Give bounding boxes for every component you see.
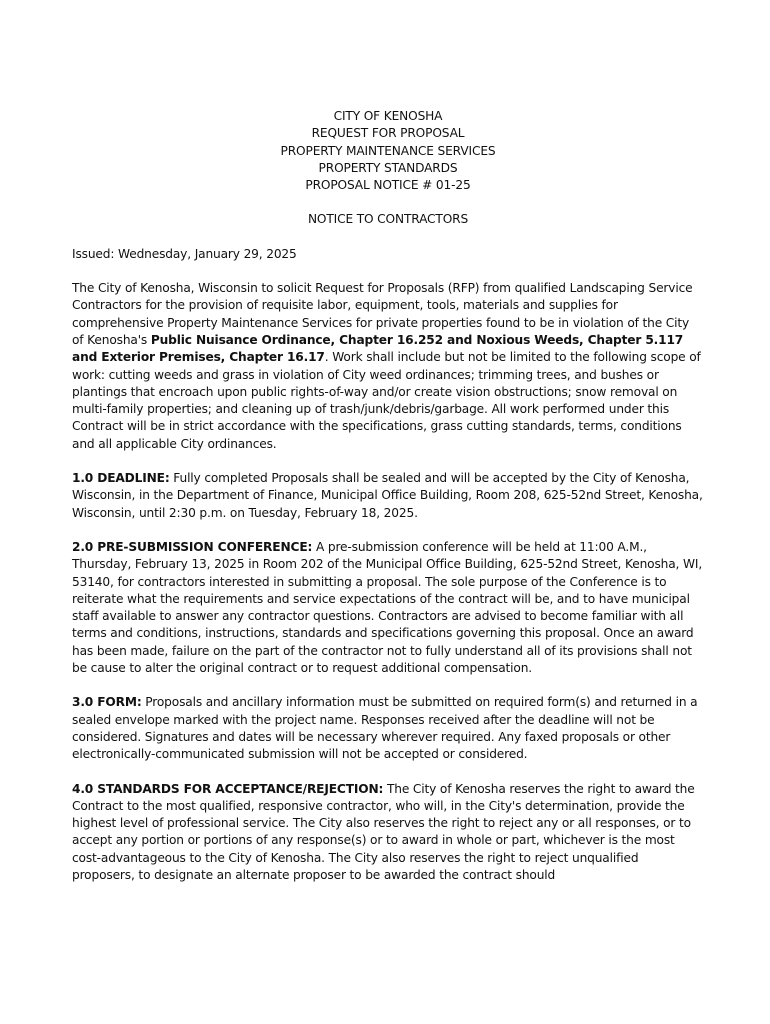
document-header (72, 108, 704, 194)
header-services: PROPERTY MAINTENANCE SERVICES (280, 143, 496, 158)
header-city: CITY OF KENOSHA (333, 109, 443, 123)
section-standards (72, 781, 704, 885)
intro-text-2: . Work shall include but not be limited to the following scope of work: cutting weeds and grass in violation of City weed ordinances; trimming trees, and bushes or plantings that encroach upon public rights-of-way and/or create vision obstructions; snow removal on multi-family properties; and cleaning up of trash/junk/debris/garbage. All work performed under this Contract will be in strict accordance with the specifications, grass cutting standards, terms, conditions and all applicable City ordinances. (72, 350, 701, 451)
intro-paragraph (72, 280, 704, 453)
section-form (72, 694, 704, 763)
section-form-text: Proposals and ancillary information must be submitted on required form(s) and returned in a sealed envelope marked with the project name. Responses received after the deadline will not be considered. Signatures and dates will be necessary wherever required. Any faxed proposals or other electronically-communicated submission will not be accepted or considered. (72, 695, 698, 762)
section-deadline-heading: 1.0 DEADLINE: (72, 471, 170, 486)
issued-date: Issued: Wednesday, January 29, 2025 (72, 246, 297, 261)
notice-title: NOTICE TO CONTRACTORS (307, 212, 469, 227)
section-standards-heading: 4.0 STANDARDS FOR ACCEPTANCE/REJECTION: (72, 781, 384, 796)
section-form-heading: 3.0 FORM: (72, 695, 142, 710)
section-conference-heading: 2.0 PRE-SUBMISSION CONFERENCE: (72, 539, 313, 554)
header-standards: PROPERTY STANDARDS (318, 160, 458, 175)
intro-ordinances: Public Nuisance Ordinance, Chapter 16.252 and Noxious Weeds, Chapter 5.117 and Exterior Premises, Chapter 16.17 (72, 332, 684, 365)
header-notice-number: PROPOSAL NOTICE # 01-25 (305, 178, 471, 193)
document-page (72, 108, 704, 901)
section-deadline (72, 470, 704, 522)
intro-text-1: The City of Kenosha, Wisconsin to solicit Request for Proposals (RFP) from qualified Landscaping Service Contractors for the provision of requisite labor, equipment, tools, materials and supplies for comprehensive Property Maintenance Services for private properties found to be in violation of the City of Kenosha's (72, 281, 693, 347)
section-standards-text: The City of Kenosha reserves the right to award the Contract to the most qualified, responsive contractor, who will, in the City's determination, provide the highest level of professional service. The City also reserves the right to reject any or all responses, or to accept any portion or portions of any response(s) or to award in whole or part, whichever is the most cost-advantageous to the City of Kenosha. The City also reserves the right to reject unqualified proposers, to designate an alternate proposer to be awarded the contract should (72, 781, 695, 882)
header-rfp: REQUEST FOR PROPOSAL (311, 126, 465, 141)
section-deadline-text: Fully completed Proposals shall be sealed and will be accepted by the City of Kenosha, Wisconsin, in the Department of Finance, Municipal Office Building, Room 208, 625-52nd Street, Kenosha, Wisconsin, until 2:30 p.m. on Tuesday, February 18, 2025. (72, 471, 703, 520)
section-conference (72, 539, 704, 677)
section-conference-text: A pre-submission conference will be held at 11:00 A.M., Thursday, February 13, 2025 in Room 202 of the Municipal Office Building, 625-52nd Street, Kenosha, WI, 53140, for contractors interested in submitting a proposal. The sole purpose of the Conference is to reiterate what the requirements and service expectations of the contract will be, and to have municipal staff available to answer any contractor questions. Contractors are advised to become familiar with all terms and conditions, instructions, standards and specifications governing this proposal. Once an award has been made, failure on the part of the contractor not to fully understand all of its provisions shall not be cause to alter the original contract or to request additional compensation. (72, 539, 703, 676)
